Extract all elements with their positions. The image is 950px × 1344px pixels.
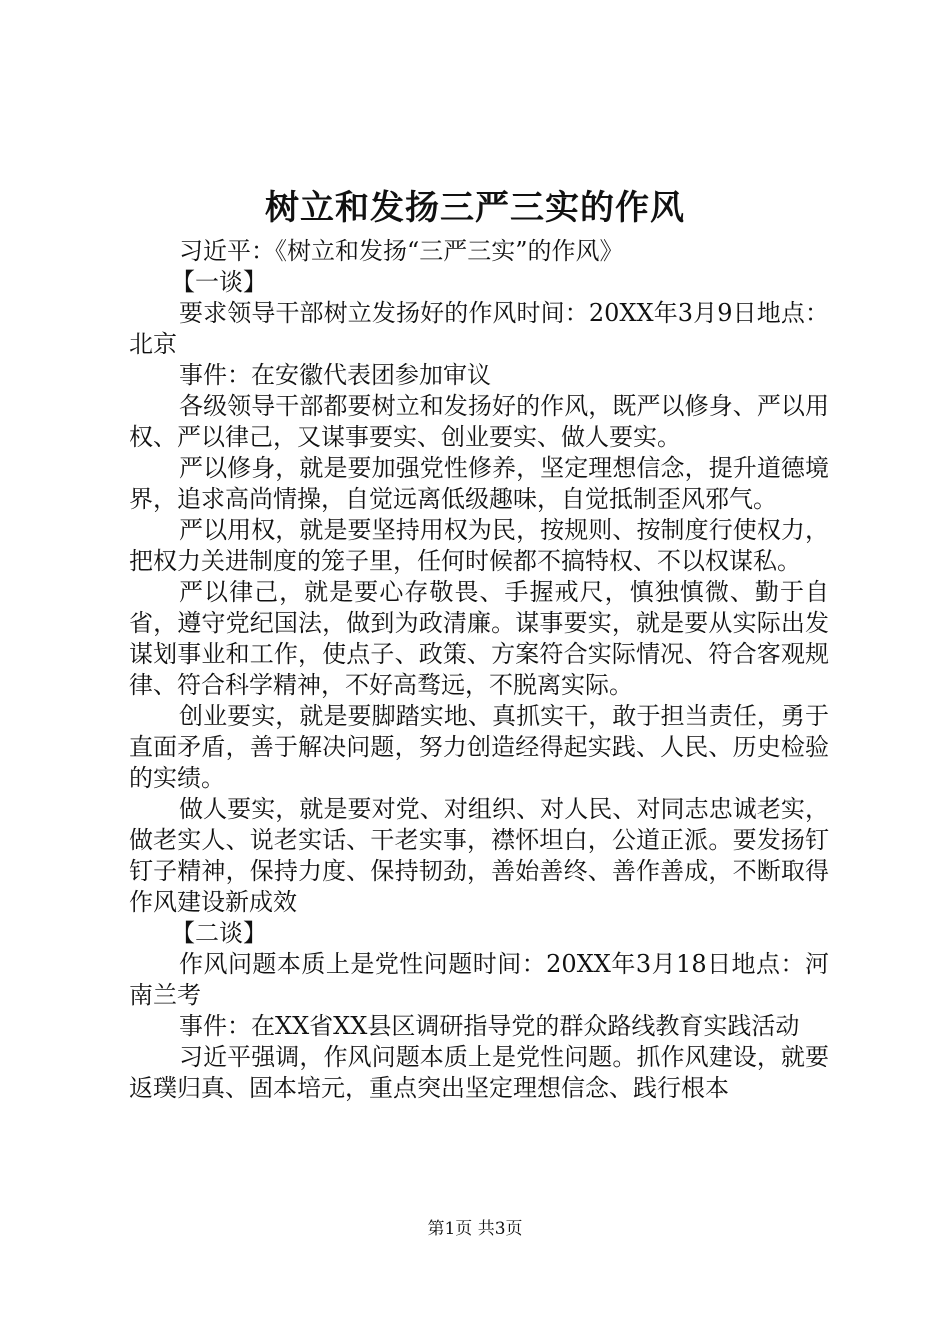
body-paragraph: 事件：在安徽代表团参加审议 (179, 361, 491, 389)
page-number-footer: 第1页 共3页 (427, 1219, 523, 1239)
document-title: 树立和发扬三严三实的作风 (265, 188, 685, 228)
body-paragraph: 作风问题本质上是党性问题时间：20XX年3月18日地点：河南兰考 (129, 950, 829, 1009)
body-paragraph: 事件：在XX省XX县区调研指导党的群众路线教育实践活动 (179, 1012, 800, 1040)
section-heading: 【一谈】 (171, 268, 267, 296)
body-paragraph: 各级领导干部都要树立和发扬好的作风，既严以修身、严以用权、严以律己，又谋事要实、创业要实、做人要实。 (129, 392, 829, 451)
section-heading: 【二谈】 (171, 919, 267, 947)
body-paragraph: 严以律己，就是要心存敬畏、手握戒尺，慎独慎微、勤于自省，遵守党纪国法，做到为政清廉。谋事要实，就是要从实际出发谋划事业和工作，使点子、政策、方案符合实际情况、符合客观规律、符合科学精神，不好高骛远，不脱离实际。 (129, 578, 829, 699)
body-paragraph: 做人要实，就是要对党、对组织、对人民、对同志忠诚老实，做老实人、说老实话、干老实事，襟怀坦白，公道正派。要发扬钉钉子精神，保持力度、保持韧劲，善始善终、善作善成，不断取得作风建设新成效 (129, 795, 829, 916)
body-paragraph: 要求领导干部树立发扬好的作风时间：20XX年3月9日地点：北京 (129, 299, 829, 358)
body-paragraph: 严以修身，就是要加强党性修养，坚定理想信念，提升道德境界，追求高尚情操，自觉远离低级趣味，自觉抵制歪风邪气。 (129, 454, 829, 513)
body-paragraph: 习近平强调，作风问题本质上是党性问题。抓作风建设，就要返璞归真、固本培元，重点突出坚定理想信念、践行根本 (129, 1043, 829, 1102)
document-body (129, 236, 829, 1104)
body-paragraph: 严以用权，就是要坚持用权为民，按规则、按制度行使权力，把权力关进制度的笼子里，任何时候都不搞特权、不以权谋私。 (129, 516, 829, 575)
body-paragraph: 创业要实，就是要脚踏实地、真抓实干，敢于担当责任，勇于直面矛盾，善于解决问题，努力创造经得起实践、人民、历史检验的实绩。 (129, 702, 829, 792)
body-paragraph: 习近平：《树立和发扬“三严三实”的作风》 (179, 237, 624, 265)
